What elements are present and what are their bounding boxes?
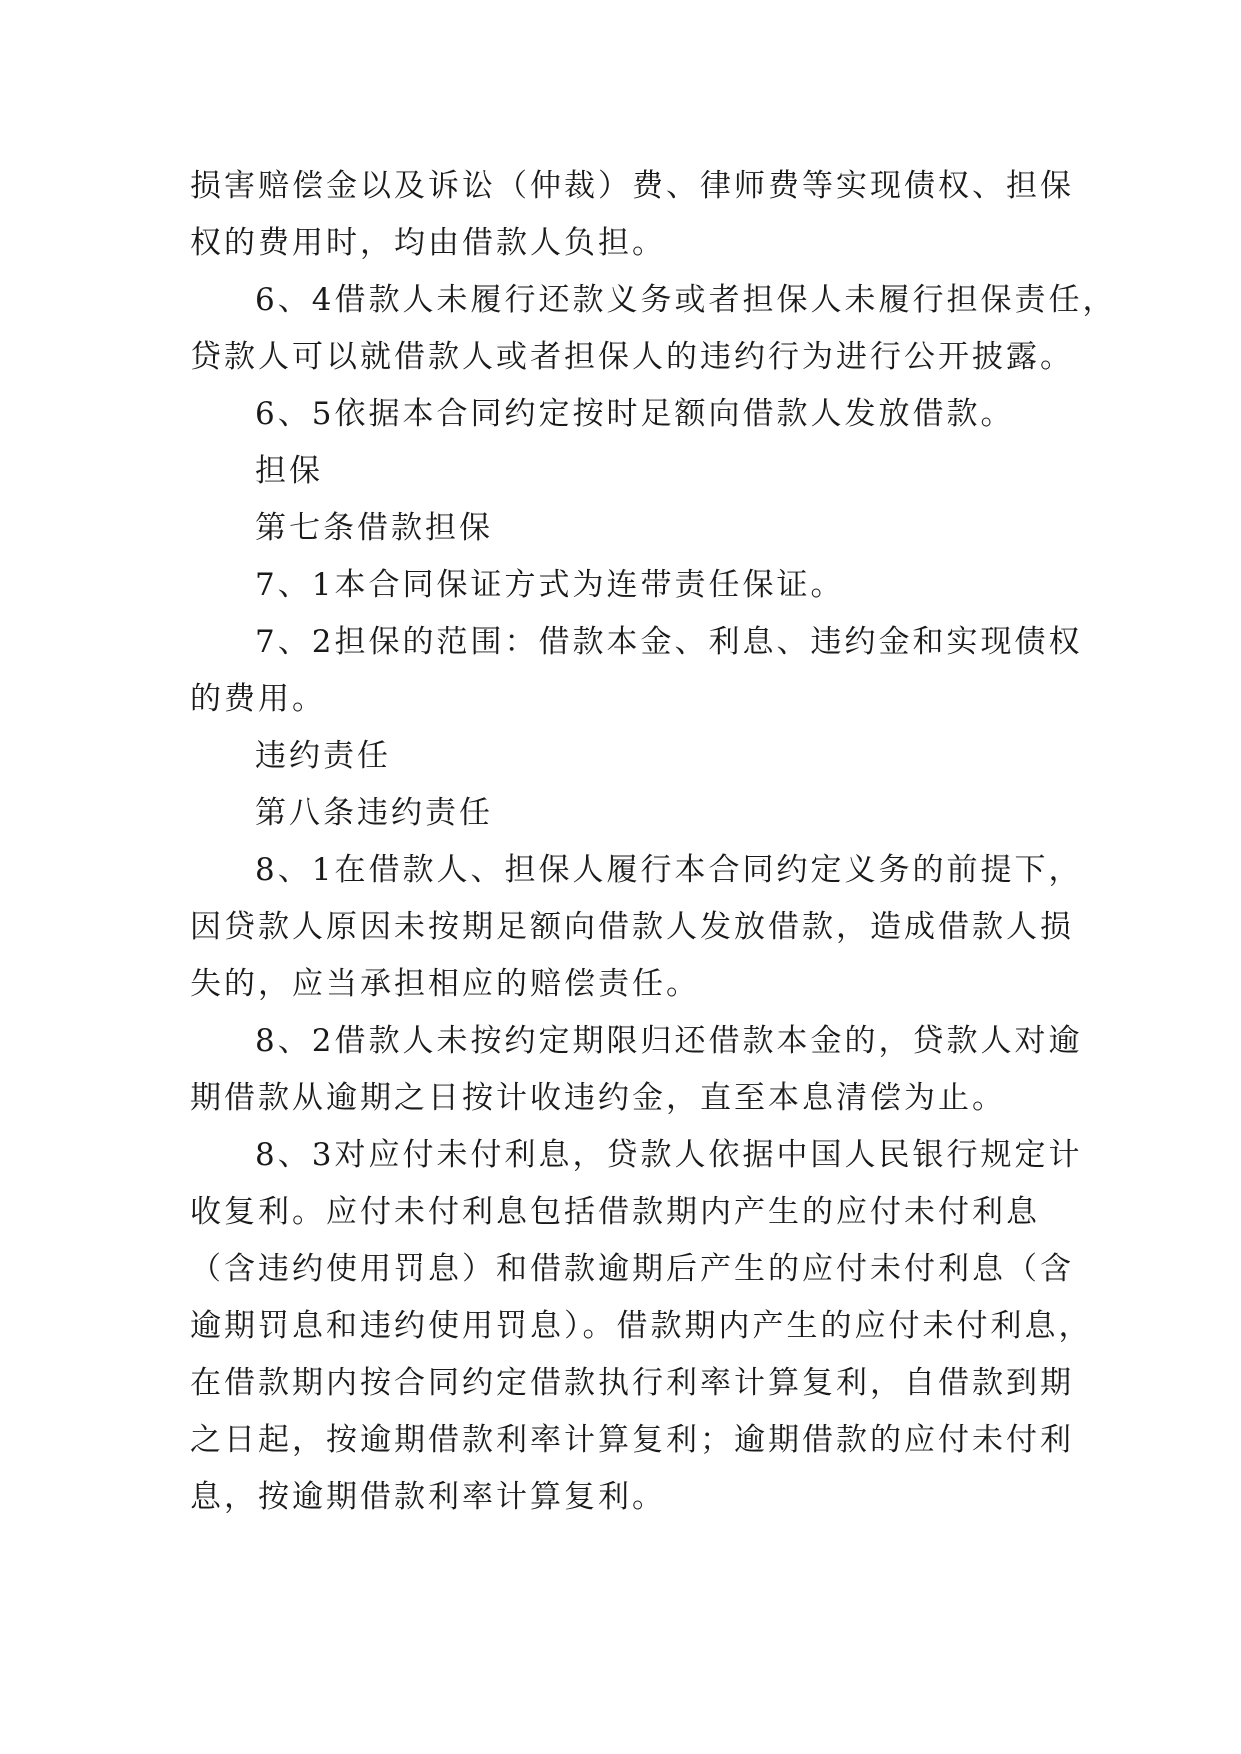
article-8-title: 第八条违约责任 — [255, 795, 493, 831]
text-line: 的费用。 — [190, 681, 326, 717]
text-line: 损害赔偿金以及诉讼（仲裁）费、律师费等实现债权、担保 — [190, 168, 1074, 204]
clause-7-2: 7、2担保的范围：借款本金、利息、违约金和实现债权 — [255, 624, 1083, 660]
section-heading-guarantee: 担保 — [255, 453, 323, 489]
text-line: 在借款期内按合同约定借款执行利率计算复利，自借款到期 — [190, 1365, 1074, 1401]
text-line: 因贷款人原因未按期足额向借款人发放借款，造成借款人损 — [190, 909, 1074, 945]
clause-8-1: 8、1在借款人、担保人履行本合同约定义务的前提下， — [255, 852, 1083, 888]
text-line: 收复利。应付未付利息包括借款期内产生的应付未付利息 — [190, 1194, 1040, 1230]
text-line: （含违约使用罚息）和借款逾期后产生的应付未付利息（含 — [190, 1251, 1074, 1287]
text-line: 权的费用时，均由借款人负担。 — [190, 225, 666, 261]
clause-6-4: 6、4借款人未履行还款义务或者担保人未履行担保责任， — [255, 282, 1117, 318]
article-7-title: 第七条借款担保 — [255, 510, 493, 546]
clause-6-5: 6、5依据本合同约定按时足额向借款人发放借款。 — [255, 396, 1015, 432]
text-line: 息，按逾期借款利率计算复利。 — [190, 1479, 666, 1515]
clause-7-1: 7、1本合同保证方式为连带责任保证。 — [255, 567, 845, 603]
text-line: 期借款从逾期之日按计收违约金，直至本息清偿为止。 — [190, 1080, 1006, 1116]
clause-8-3: 8、3对应付未付利息，贷款人依据中国人民银行规定计 — [255, 1137, 1083, 1173]
text-line: 失的，应当承担相应的赔偿责任。 — [190, 966, 700, 1002]
clause-8-2: 8、2借款人未按约定期限归还借款本金的，贷款人对逾 — [255, 1023, 1083, 1059]
text-line: 贷款人可以就借款人或者担保人的违约行为进行公开披露。 — [190, 339, 1074, 375]
text-line: 之日起，按逾期借款利率计算复利；逾期借款的应付未付利 — [190, 1422, 1074, 1458]
section-heading-liability: 违约责任 — [255, 738, 391, 774]
text-line: 逾期罚息和违约使用罚息）。借款期内产生的应付未付利息， — [190, 1308, 1093, 1344]
